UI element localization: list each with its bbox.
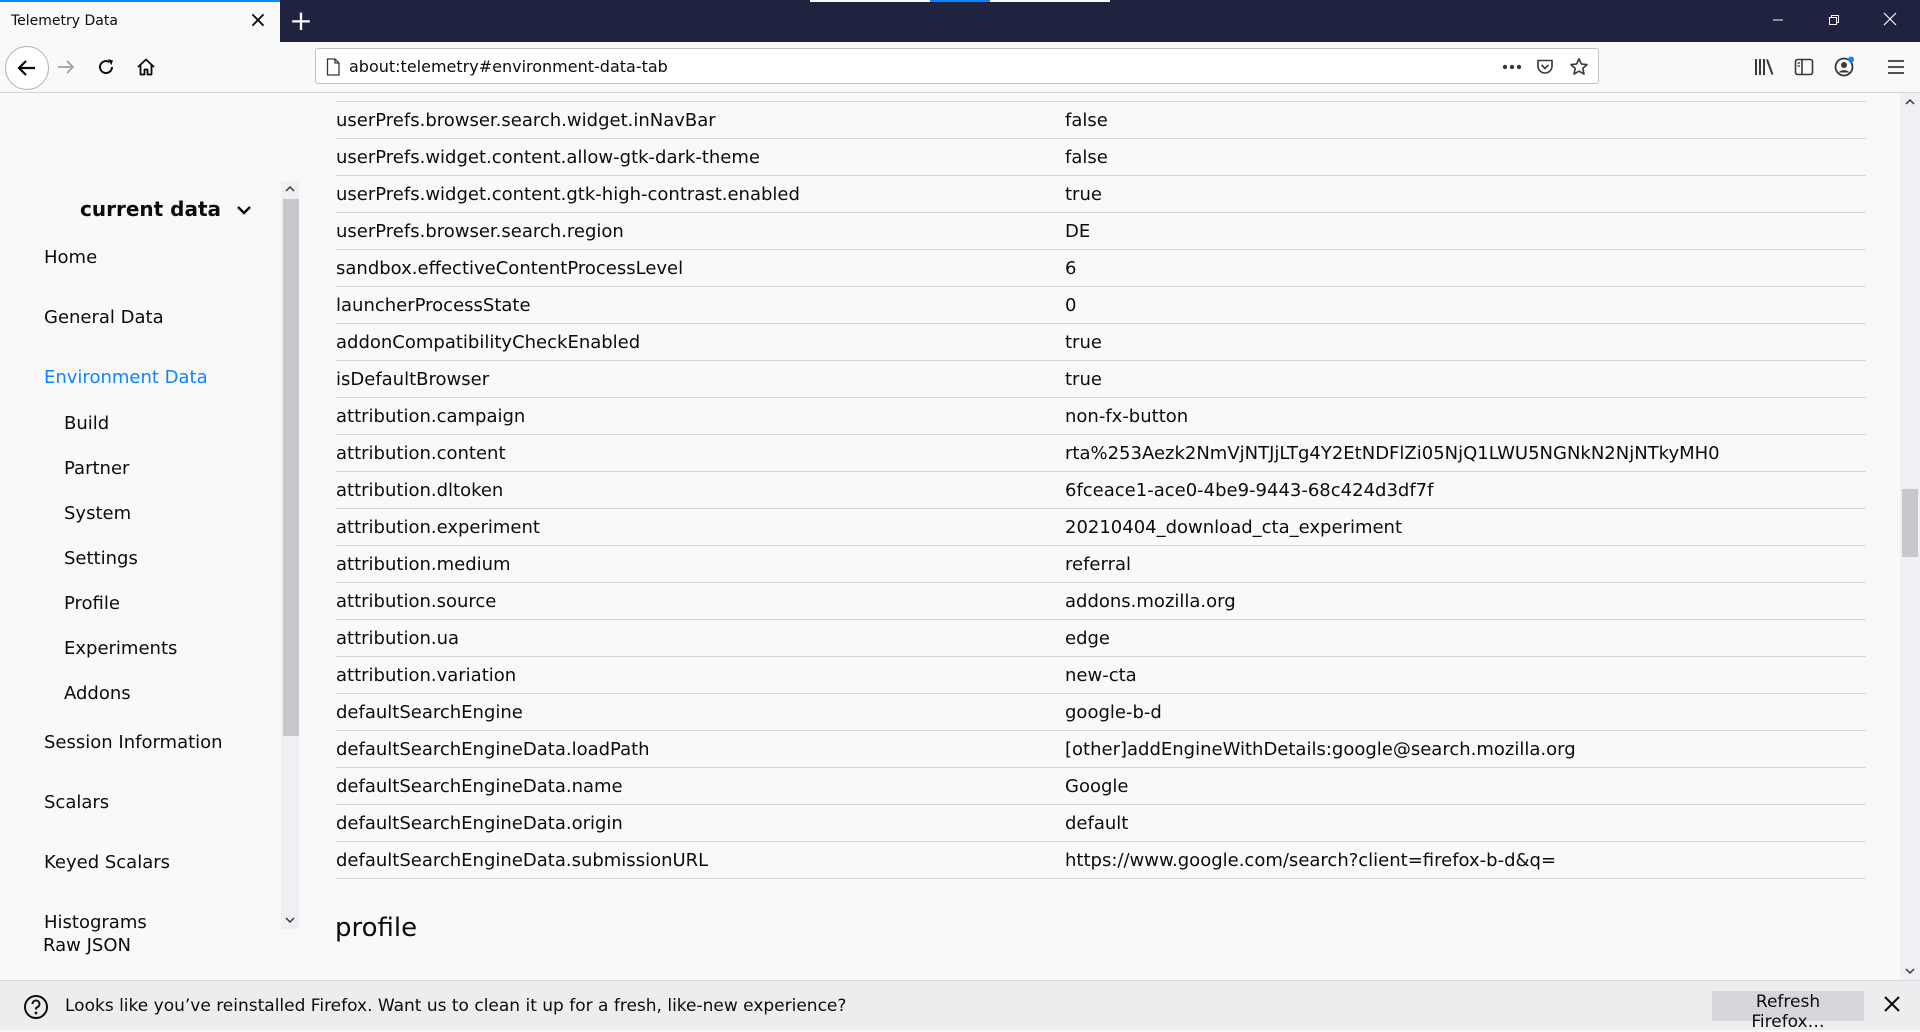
- restore-icon[interactable]: [1821, 8, 1847, 34]
- setting-value: https://www.google.com/search?client=firefox-b-d&q=: [1065, 842, 1866, 879]
- table-row: [336, 620, 1866, 657]
- table-row: [336, 657, 1866, 694]
- table-row: [336, 361, 1866, 398]
- page-scroll-down-icon[interactable]: [1905, 967, 1915, 975]
- setting-value: rta%253Aezk2NmVjNTJjLTg4Y2EtNDFlZi05NjQ1LWU5NGNkN2NjNTkyMH0: [1065, 435, 1866, 472]
- table-row: [336, 324, 1866, 361]
- setting-key: attribution.ua: [336, 620, 1065, 657]
- sidebar-subitem-partner[interactable]: Partner: [64, 458, 130, 479]
- table-row: [336, 102, 1866, 139]
- navigation-toolbar: [0, 42, 1920, 93]
- sidebar-toggle-icon[interactable]: [1792, 55, 1816, 79]
- setting-key: defaultSearchEngineData.loadPath: [336, 731, 1065, 768]
- sidebar-subitem-experiments[interactable]: Experiments: [64, 638, 178, 659]
- setting-value: true: [1065, 361, 1866, 398]
- setting-key: userPrefs.browser.search.region: [336, 213, 1065, 250]
- table-row: [336, 768, 1866, 805]
- sidebar-item-scalars[interactable]: Scalars: [44, 792, 110, 813]
- forward-button[interactable]: [49, 50, 83, 84]
- sidebar-subitem-system[interactable]: System: [64, 503, 132, 524]
- setting-value: true: [1065, 324, 1866, 361]
- setting-value: google-b-d: [1065, 694, 1866, 731]
- table-row: [336, 509, 1866, 546]
- sidebar-item-environment-data[interactable]: Environment Data: [44, 367, 208, 388]
- setting-value: Google: [1065, 768, 1866, 805]
- page-actions-icon[interactable]: [1501, 56, 1523, 78]
- minimize-icon[interactable]: [1765, 8, 1791, 34]
- tab-progress-indicator-accent: [930, 0, 990, 2]
- close-notification-icon[interactable]: [1882, 994, 1906, 1018]
- table-row: [336, 435, 1866, 472]
- table-row: [336, 139, 1866, 176]
- sidebar-item-session-information[interactable]: Session Information: [44, 732, 223, 753]
- new-tab-icon[interactable]: +: [289, 4, 313, 37]
- menu-icon[interactable]: [1884, 55, 1908, 79]
- notification-message: Looks like you’ve reinstalled Firefox. Want us to clean it up for a fresh, like-new experience?: [65, 996, 847, 1016]
- section-heading-profile: profile: [335, 913, 418, 943]
- setting-key: userPrefs.widget.content.allow-gtk-dark-theme: [336, 139, 1065, 176]
- main-content: [300, 93, 1900, 980]
- reload-icon: [96, 57, 116, 77]
- setting-key: addonCompatibilityCheckEnabled: [336, 324, 1065, 361]
- table-row: [336, 583, 1866, 620]
- setting-value: false: [1065, 102, 1866, 139]
- table-row: [336, 546, 1866, 583]
- sidebar-subitem-profile[interactable]: Profile: [64, 593, 120, 614]
- setting-key: userPrefs.browser.search.widget.inNavBar: [336, 102, 1065, 139]
- table-row: [336, 398, 1866, 435]
- page-scrollbar-thumb[interactable]: [1902, 489, 1918, 557]
- setting-value: [other]addEngineWithDetails:google@search.mozilla.org: [1065, 731, 1866, 768]
- sidebar-subitem-addons[interactable]: Addons: [64, 683, 131, 704]
- page-icon: [322, 56, 344, 78]
- setting-value: 20210404_download_cta_experiment: [1065, 509, 1866, 546]
- page-scrollbar[interactable]: [1900, 93, 1920, 980]
- settings-table: [336, 101, 1866, 879]
- setting-value: edge: [1065, 620, 1866, 657]
- setting-key: attribution.content: [336, 435, 1065, 472]
- setting-value: 6fceace1-ace0-4be9-9443-68c424d3df7f: [1065, 472, 1866, 509]
- tab-progress-indicator-end: [990, 0, 1110, 2]
- bookmark-star-icon[interactable]: [1568, 56, 1590, 78]
- forward-arrow-icon: [56, 57, 76, 77]
- setting-key: attribution.campaign: [336, 398, 1065, 435]
- refresh-firefox-button[interactable]: Refresh Firefox…: [1712, 991, 1864, 1021]
- sidebar-nav-list: [0, 172, 280, 933]
- home-icon: [136, 57, 156, 77]
- setting-value: 0: [1065, 287, 1866, 324]
- setting-key: userPrefs.widget.content.gtk-high-contrast.enabled: [336, 176, 1065, 213]
- table-row: [336, 287, 1866, 324]
- tab-close-icon[interactable]: ×: [248, 8, 268, 33]
- sidebar-item-histograms[interactable]: Histograms: [44, 912, 147, 933]
- address-bar[interactable]: [315, 48, 1599, 84]
- setting-key: attribution.dltoken: [336, 472, 1065, 509]
- tab-title: Telemetry Data: [11, 13, 118, 29]
- setting-value: false: [1065, 139, 1866, 176]
- back-button[interactable]: [5, 46, 49, 90]
- page-scroll-up-icon[interactable]: [1905, 98, 1915, 106]
- setting-key: launcherProcessState: [336, 287, 1065, 324]
- setting-key: defaultSearchEngine: [336, 694, 1065, 731]
- setting-key: defaultSearchEngineData.name: [336, 768, 1065, 805]
- sidebar-scrollbar-thumb[interactable]: [283, 199, 299, 736]
- setting-value: addons.mozilla.org: [1065, 583, 1866, 620]
- table-row: [336, 805, 1866, 842]
- setting-value: default: [1065, 805, 1866, 842]
- pocket-icon[interactable]: [1534, 56, 1556, 78]
- setting-value: non-fx-button: [1065, 398, 1866, 435]
- table-row: [336, 176, 1866, 213]
- setting-key: attribution.source: [336, 583, 1065, 620]
- library-icon[interactable]: [1752, 55, 1776, 79]
- category-sidebar: [0, 93, 300, 980]
- sidebar-subitem-build[interactable]: Build: [64, 413, 110, 434]
- setting-value: referral: [1065, 546, 1866, 583]
- setting-value: 6: [1065, 250, 1866, 287]
- help-question-icon: [23, 994, 49, 1024]
- setting-key: defaultSearchEngineData.submissionURL: [336, 842, 1065, 879]
- home-button[interactable]: [129, 50, 163, 84]
- sidebar-item-keyed-scalars[interactable]: Keyed Scalars: [44, 852, 171, 873]
- setting-key: sandbox.effectiveContentProcessLevel: [336, 250, 1065, 287]
- tab-strip: [0, 0, 1920, 42]
- table-row: [336, 842, 1866, 879]
- setting-key: isDefaultBrowser: [336, 361, 1065, 398]
- category-dropdown-label: current data: [80, 197, 222, 221]
- sidebar-subitem-settings[interactable]: Settings: [64, 548, 138, 569]
- setting-key: attribution.medium: [336, 546, 1065, 583]
- table-row: [336, 250, 1866, 287]
- sidebar-scrollbar[interactable]: [281, 181, 299, 929]
- url-text[interactable]: about:telemetry#environment-data-tab: [349, 57, 668, 76]
- reload-button[interactable]: [89, 50, 123, 84]
- sidebar-item-general-data[interactable]: General Data: [44, 307, 164, 328]
- table-row: [336, 472, 1866, 509]
- notification-bar: [0, 980, 1920, 1030]
- table-row: [336, 213, 1866, 250]
- table-row: [336, 731, 1866, 768]
- setting-value: true: [1065, 176, 1866, 213]
- setting-key: attribution.experiment: [336, 509, 1065, 546]
- raw-json-link[interactable]: Raw JSON: [43, 935, 131, 956]
- table-row: [336, 694, 1866, 731]
- account-icon[interactable]: [1832, 55, 1856, 79]
- setting-key: attribution.variation: [336, 657, 1065, 694]
- tab-progress-indicator: [810, 0, 930, 2]
- scroll-down-arrow-icon[interactable]: [285, 916, 295, 924]
- back-arrow-icon: [16, 57, 38, 79]
- setting-value: new-cta: [1065, 657, 1866, 694]
- setting-value: DE: [1065, 213, 1866, 250]
- close-window-icon[interactable]: [1877, 8, 1903, 34]
- active-tab[interactable]: [0, 0, 280, 42]
- setting-key: defaultSearchEngineData.origin: [336, 805, 1065, 842]
- sidebar-item-home[interactable]: Home: [44, 247, 98, 268]
- scroll-up-arrow-icon[interactable]: [285, 185, 295, 193]
